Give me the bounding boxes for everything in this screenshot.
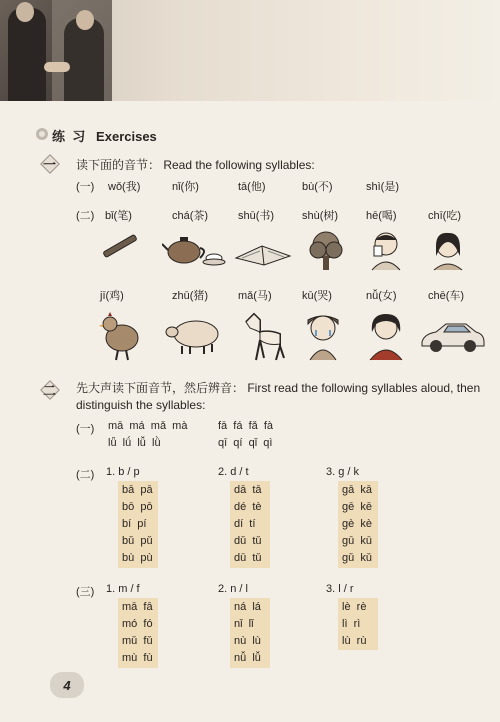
syllable-pair: bō pō bbox=[122, 501, 153, 513]
syllable-pair: gā kā bbox=[342, 484, 372, 496]
syllable: shì(是) bbox=[366, 181, 399, 193]
sub1-row1a: mā má mǎ mà bbox=[108, 420, 188, 432]
syllable: mǎ(马) bbox=[238, 290, 272, 302]
syllable: chī(吃) bbox=[428, 210, 461, 222]
pen-icon bbox=[100, 232, 140, 262]
chicken-icon bbox=[98, 310, 142, 362]
exercises-title: 练 习 Exercises bbox=[52, 129, 157, 144]
sub3-label: (三) bbox=[76, 586, 95, 598]
business-handshake-photo bbox=[0, 0, 112, 101]
sub2-label: (二) bbox=[76, 469, 95, 481]
syllable: nǐ(你) bbox=[172, 181, 199, 193]
eating-girl-icon bbox=[428, 230, 468, 272]
syllable-pair: lè rè bbox=[342, 601, 367, 613]
part1-number: 一 bbox=[43, 157, 57, 172]
syllable-pair: gū kū bbox=[342, 535, 372, 547]
syllable: chē(车) bbox=[428, 290, 465, 302]
syllable-pair: dū tǔ bbox=[234, 552, 262, 564]
part1-instruction: 读下面的音节： Read the following syllables: bbox=[76, 158, 315, 172]
pair-head: 1. b / p bbox=[106, 466, 140, 478]
syllable: bǐ(笔) bbox=[105, 210, 132, 222]
syllable-pair: dǔ tǔ bbox=[234, 535, 262, 547]
group2-label: (二) bbox=[76, 210, 95, 222]
sub1-label: (一) bbox=[76, 423, 95, 435]
syllable-pair: ná lá bbox=[234, 601, 261, 613]
syllable-pair: lì rì bbox=[342, 618, 361, 630]
woman-icon bbox=[366, 310, 406, 362]
syllable-pair: bǔ pǔ bbox=[122, 535, 153, 547]
syllable-pair: nǐ lǐ bbox=[234, 618, 254, 630]
pair-head: 2. n / l bbox=[218, 583, 248, 595]
sub1-row1b: fā fá fǎ fà bbox=[218, 420, 274, 432]
syllable-pair: mā fā bbox=[122, 601, 153, 613]
page-number: 4 bbox=[50, 672, 84, 698]
pig-icon bbox=[164, 314, 224, 356]
horse-icon bbox=[238, 310, 288, 362]
syllable-pair: mó fó bbox=[122, 618, 153, 630]
syllable: hē(喝) bbox=[366, 210, 397, 222]
syllable: jī(鸡) bbox=[100, 290, 124, 302]
syllable-pair: mù fù bbox=[122, 652, 153, 664]
syllable: shū(书) bbox=[238, 210, 275, 222]
book-icon bbox=[234, 238, 292, 266]
teapot-icon bbox=[162, 232, 226, 266]
car-icon bbox=[420, 320, 486, 354]
pair-head: 2. d / t bbox=[218, 466, 249, 478]
syllable-pair: dā tā bbox=[234, 484, 262, 496]
syllable: wǒ(我) bbox=[108, 181, 141, 193]
syllable: zhū(猪) bbox=[172, 290, 209, 302]
tree-icon bbox=[306, 230, 346, 272]
crying-child-icon bbox=[302, 310, 344, 362]
syllable: bù(不) bbox=[302, 181, 333, 193]
syllable-pair: gē kē bbox=[342, 501, 372, 513]
section-bullet-icon bbox=[36, 128, 48, 140]
syllable-pair: bā pā bbox=[122, 484, 153, 496]
syllable-pair: nǚ lǚ bbox=[234, 652, 261, 664]
syllable-pair: gè kè bbox=[342, 518, 372, 530]
pair-head: 3. g / k bbox=[326, 466, 360, 478]
group1-label: (一) bbox=[76, 181, 95, 193]
syllable: chá(茶) bbox=[172, 210, 209, 222]
syllable-pair: dí tí bbox=[234, 518, 256, 530]
syllable: kū(哭) bbox=[302, 290, 332, 302]
sub1-row2b: qī qí qǐ qì bbox=[218, 437, 273, 449]
syllable-pair: dé tè bbox=[234, 501, 262, 513]
syllable-pair: bí pí bbox=[122, 518, 147, 530]
syllable-pair: gǔ kǔ bbox=[342, 552, 372, 564]
part2-number: 二 bbox=[43, 383, 57, 398]
syllable: tā(他) bbox=[238, 181, 266, 193]
part2-instruction-line1: 先大声读下面音节，然后辨音： First read the following syllables aloud, then bbox=[76, 381, 481, 395]
syllable-pair: bù pù bbox=[122, 552, 153, 564]
syllable: nǚ(女) bbox=[366, 290, 397, 302]
syllable-pair: mǔ fǔ bbox=[122, 635, 153, 647]
pair-head: 1. m / f bbox=[106, 583, 140, 595]
part2-instruction-line2: distinguish the syllables: bbox=[76, 398, 206, 412]
syllable: shù(树) bbox=[302, 210, 339, 222]
syllable-pair: nù lù bbox=[234, 635, 261, 647]
drinking-boy-icon bbox=[366, 230, 406, 272]
sub1-row2a: lǖ lǘ lǚ lǜ bbox=[108, 437, 161, 449]
syllable-pair: lù rù bbox=[342, 635, 367, 647]
pair-head: 3. l / r bbox=[326, 583, 354, 595]
